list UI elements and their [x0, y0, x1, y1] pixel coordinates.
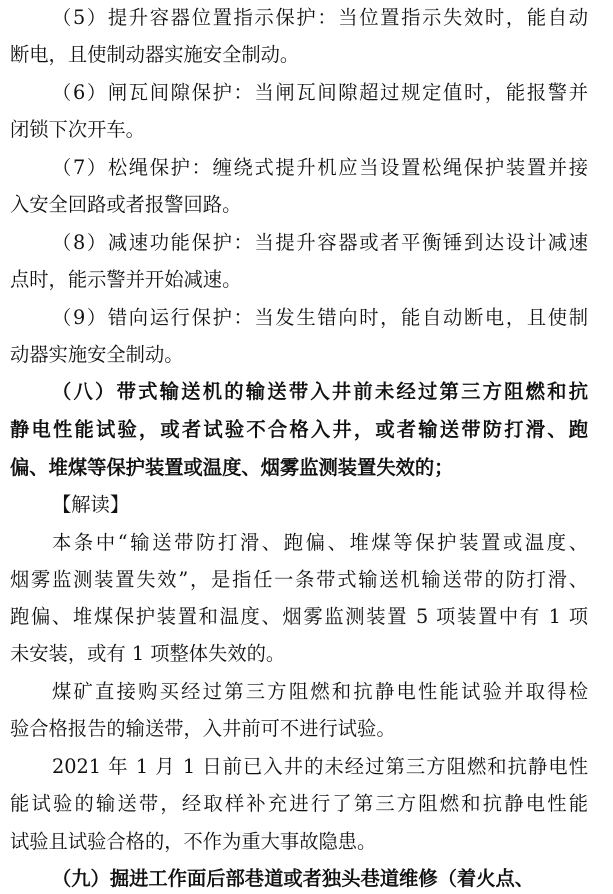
interpretation-1-line-1: 本条中“输送带防打滑、跑偏、堆煤等保护装置或温度、: [52, 531, 588, 554]
paragraph-6-line-2: 闭锁下次开车。: [10, 118, 145, 141]
paragraph-7-line-1: （7）松绳保护：缠绕式提升机应当设置松绳保护装置并接: [52, 156, 588, 179]
paragraph-5-line-2: 断电，且使制动器实施安全制动。: [10, 43, 300, 66]
paragraph-8-line-2: 点时，能示警并开始减速。: [10, 268, 242, 291]
interpretation-heading: 【解读】: [52, 493, 130, 516]
interpretation-3-line-2: 能试验的输送带，经取样补充进行了第三方阻燃和抗静电性能: [10, 792, 588, 815]
paragraph-6-line-1: （6）闸瓦间隙保护：当闸瓦间隙超过规定值时，能报警并: [52, 81, 588, 104]
clause-8-line-1: （八）带式输送机的输送带入井前未经过第三方阻燃和抗: [52, 380, 588, 403]
clause-8-line-3: 偏、堆煤等保护装置或温度、烟雾监测装置失效的；: [10, 456, 454, 479]
clause-8-line-2: 静电性能试验，或者试验不合格入井，或者输送带防打滑、跑: [10, 418, 588, 441]
interpretation-1-line-4: 未安装，或有 1 项整体失效的。: [10, 642, 286, 665]
interpretation-3-line-1: 2021 年 1 月 1 日前已入井的未经过第三方阻燃和抗静电性: [52, 755, 588, 778]
paragraph-9-line-1: （9）错向运行保护：当发生错向时，能自动断电，且使制: [52, 306, 588, 329]
interpretation-2-line-1: 煤矿直接购买经过第三方阻燃和抗静电性能试验并取得检: [52, 680, 588, 703]
paragraph-9-line-2: 动器实施安全制动。: [10, 343, 184, 366]
paragraph-5-line-1: （5）提升容器位置指示保护：当位置指示失效时，能自动: [52, 6, 588, 29]
clause-9-line-1: （九）掘进工作面后部巷道或者独头巷道维修（着火点、: [52, 867, 535, 890]
interpretation-3-line-3: 试验且试验合格的，不作为重大事故隐患。: [10, 830, 377, 853]
interpretation-2-line-2: 验合格报告的输送带，入井前可不进行试验。: [10, 717, 396, 740]
paragraph-8-line-1: （8）减速功能保护：当提升容器或者平衡锤到达设计减速: [52, 231, 588, 254]
paragraph-7-line-2: 入安全回路或者报警回路。: [10, 193, 242, 216]
interpretation-1-line-3: 跑偏、堆煤保护装置和温度、烟雾监测装置 5 项装置中有 1 项: [10, 605, 588, 628]
interpretation-1-line-2: 烟雾监测装置失效”，是指任一条带式输送机输送带的防打滑、: [10, 568, 588, 591]
